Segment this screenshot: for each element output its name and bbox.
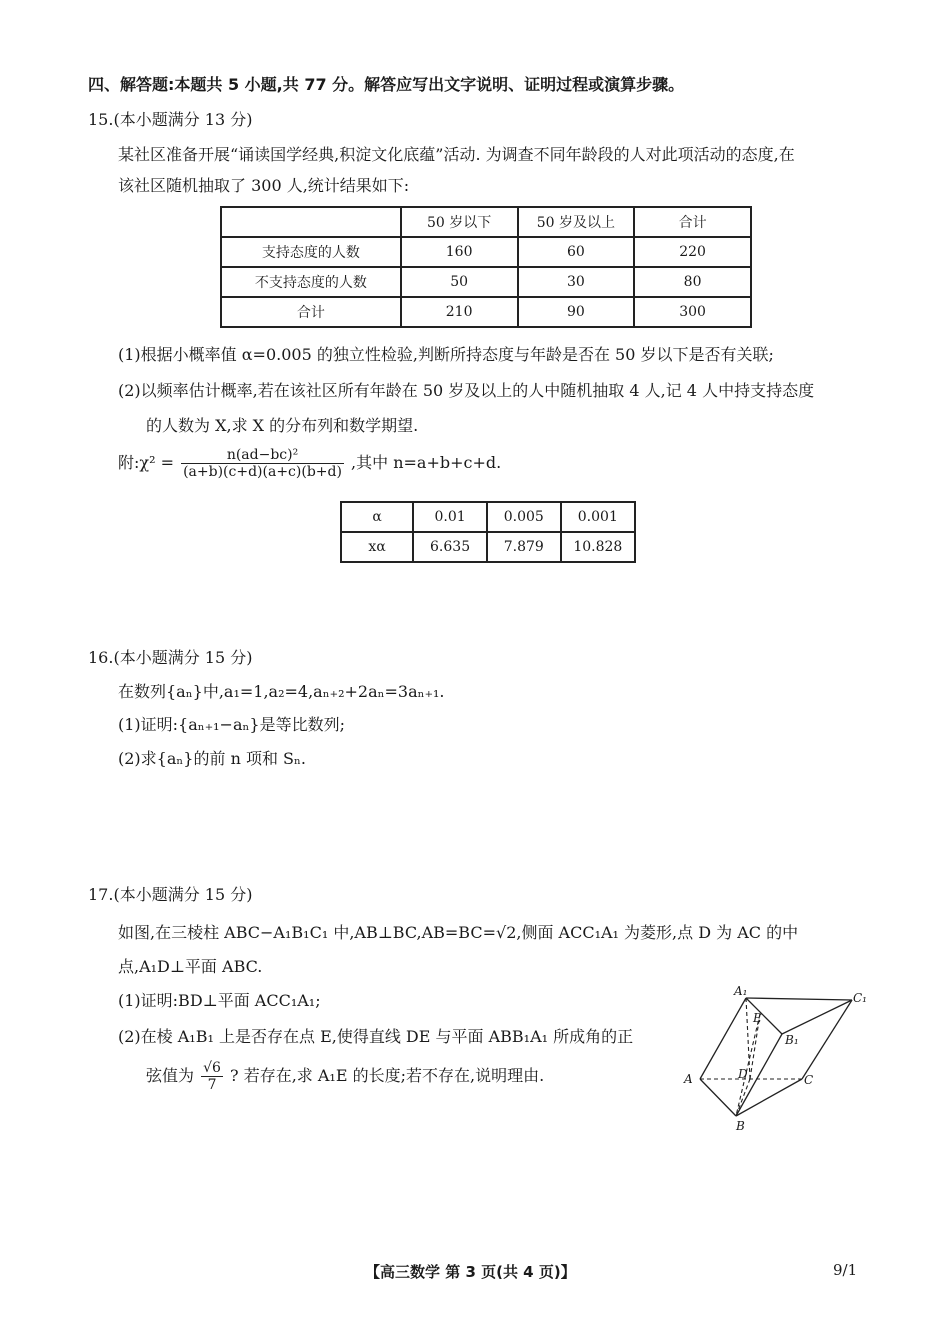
table-cell: α: [341, 502, 413, 532]
table-cell: 0.005: [487, 502, 561, 532]
page-code: 9/1: [833, 1261, 858, 1279]
table-cell: 10.828: [561, 532, 635, 562]
edge-ab: [700, 1079, 736, 1116]
q16-part2: (2)求{aₙ}的前 n 项和 Sₙ.: [118, 749, 307, 768]
appendix-suffix: ,其中 n=a+b+c+d.: [351, 453, 502, 472]
table-cell: 50 岁及以上: [518, 207, 635, 237]
q15-title: 15.(本小题满分 13 分): [88, 110, 253, 129]
prism-figure: [676, 982, 876, 1134]
label-c: C: [804, 1073, 814, 1087]
table-cell: 6.635: [413, 532, 487, 562]
page-footer: 【高三数学 第 3 页(共 4 页)】: [365, 1263, 576, 1281]
table-cell: 60: [518, 237, 635, 267]
table-cell: 支持态度的人数: [221, 237, 401, 267]
table-cell: 220: [634, 237, 751, 267]
table-cell: 不支持态度的人数: [221, 267, 401, 297]
q15-part2-line1: (2)以频率估计概率,若在该社区所有年龄在 50 岁及以上的人中随机抽取 4 人,记 4 人中持支持态度: [118, 381, 815, 400]
table-cell: 90: [518, 297, 635, 327]
q17-line1: 如图,在三棱柱 ABC−A₁B₁C₁ 中,AB⊥BC,AB=BC=√2,侧面 ACC₁A₁ 为菱形,点 D 为 AC 的中: [118, 923, 799, 942]
edge-a1c1: [746, 998, 852, 1000]
fraction-numerator: n(ad−bc)²: [181, 447, 344, 464]
table-cell: 300: [634, 297, 751, 327]
q17-title: 17.(本小题满分 15 分): [88, 885, 253, 904]
q15-appendix-formula: [118, 447, 501, 480]
q17-part2-line1: (2)在棱 A₁B₁ 上是否存在点 E,使得直线 DE 与平面 ABB₁A₁ 所成角的正: [118, 1027, 634, 1046]
table-cell: 80: [634, 267, 751, 297]
label-d: D: [738, 1067, 748, 1081]
table-cell: 合计: [634, 207, 751, 237]
q16-title: 16.(本小题满分 15 分): [88, 648, 253, 667]
sine-prefix: 弦值为: [146, 1066, 195, 1085]
table-cell: 合计: [221, 297, 401, 327]
table-cell: 0.01: [413, 502, 487, 532]
table-row: [341, 502, 635, 532]
table-cell: 30: [518, 267, 635, 297]
table-cell: 210: [401, 297, 518, 327]
table-row: [341, 532, 635, 562]
label-b: B: [736, 1119, 745, 1133]
q15-part2-line2: 的人数为 X,求 X 的分布列和数学期望.: [146, 416, 419, 435]
table-cell: 50: [401, 267, 518, 297]
table-cell: 160: [401, 237, 518, 267]
q16-part1: (1)证明:{aₙ₊₁−aₙ}是等比数列;: [118, 715, 345, 734]
q15-critical-value-table: [340, 501, 636, 563]
q17-part2-line2: [146, 1060, 544, 1093]
label-a: A: [684, 1072, 693, 1086]
q15-part1: (1)根据小概率值 α=0.005 的独立性检验,判断所持态度与年龄是否在 50 岁以下是否有关联;: [118, 345, 774, 364]
fraction-denominator: 7: [207, 1077, 217, 1093]
label-a1: A₁: [734, 984, 748, 998]
appendix-prefix: 附:χ² =: [118, 453, 174, 472]
q16-line1: 在数列{aₙ}中,a₁=1,a₂=4,aₙ₊₂+2aₙ=3aₙ₊₁.: [118, 682, 445, 701]
section-header: 四、解答题:本题共 5 小题,共 77 分。解答应写出文字说明、证明过程或演算步骤。: [88, 75, 685, 94]
fraction-numerator: √6: [203, 1060, 221, 1076]
table-cell: 0.001: [561, 502, 635, 532]
label-e: E: [753, 1011, 762, 1025]
table-cell: [221, 207, 401, 237]
label-c1: C₁: [853, 991, 867, 1005]
edge-a1b1: [746, 998, 782, 1034]
table-row: [221, 267, 751, 297]
q17-part1: (1)证明:BD⊥平面 ACC₁A₁;: [118, 991, 321, 1010]
table-cell: 7.879: [487, 532, 561, 562]
q15-intro-line1: 某社区准备开展“诵读国学经典,积淀文化底蕴”活动. 为调查不同年龄段的人对此项活动的态度,在: [118, 145, 795, 164]
fraction-denominator: (a+b)(c+d)(a+c)(b+d): [183, 464, 342, 480]
q17-line2: 点,A₁D⊥平面 ABC.: [118, 957, 263, 976]
table-cell: 50 岁以下: [401, 207, 518, 237]
table-row: [221, 297, 751, 327]
sine-fraction: [201, 1060, 223, 1093]
table-header-row: [221, 207, 751, 237]
sine-suffix: ? 若存在,求 A₁E 的长度;若不存在,说明理由.: [230, 1066, 545, 1085]
q15-survey-table: [220, 206, 752, 328]
label-b1: B₁: [785, 1033, 799, 1047]
table-cell: xα: [341, 532, 413, 562]
table-row: [221, 237, 751, 267]
q15-intro-line2: 该社区随机抽取了 300 人,统计结果如下:: [118, 176, 410, 195]
chi-square-fraction: [181, 447, 344, 480]
